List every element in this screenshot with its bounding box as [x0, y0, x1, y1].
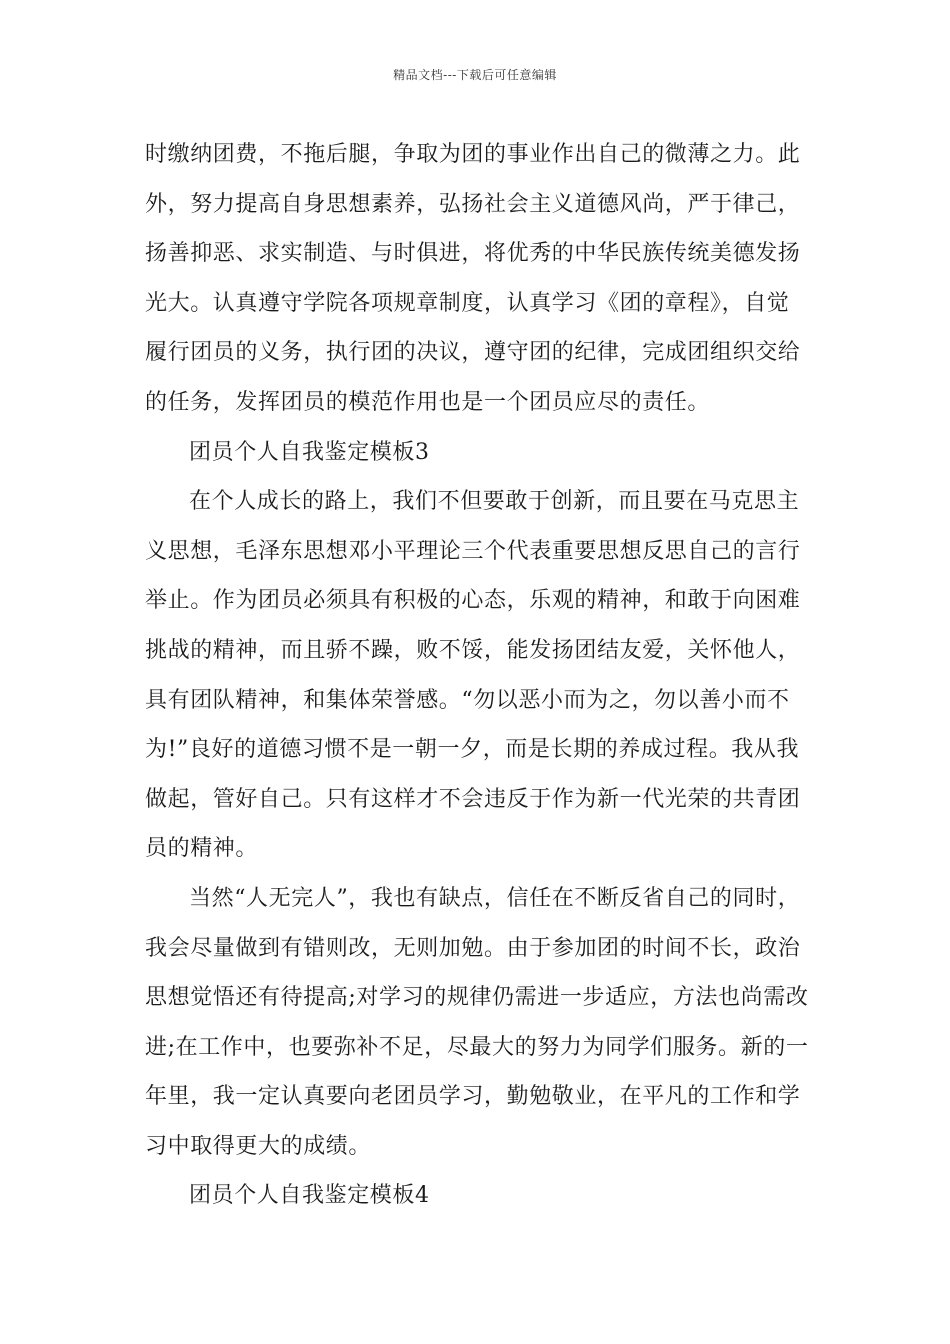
text-line: 做起，管好自己。只有这样才不会违反于作为新一代光荣的共青团: [145, 786, 801, 812]
text-line: 举止。作为团员必须具有积极的心态，乐观的精神，和敢于向困难: [145, 588, 801, 614]
text-line: 我会尽量做到有错则改，无则加勉。由于参加团的时间不长，政治: [145, 935, 801, 961]
text-line: 挑战的精神，而且骄不躁，败不馁，能发扬团结友爱，关怀他人，: [145, 637, 801, 663]
text-line: 的任务，发挥团员的模范作用也是一个团员应尽的责任。: [145, 389, 711, 415]
text-line: 外，努力提高自身思想素养，弘扬社会主义道德风尚，严于律己，: [145, 191, 801, 217]
section-heading: 团员个人自我鉴定模板4: [189, 1183, 430, 1209]
text-line: 义思想，毛泽东思想邓小平理论三个代表重要思想反思自己的言行: [145, 538, 801, 564]
text-line: 思想觉悟还有待提高;对学习的规律仍需进一步适应，方法也尚需改: [145, 985, 809, 1011]
text-line: 进;在工作中，也要弥补不足，尽最大的努力为同学们服务。新的一: [145, 1034, 809, 1060]
text-line: 扬善抑恶、求实制造、与时俱进，将优秀的中华民族传统美德发扬: [145, 241, 801, 267]
text-line: 员的精神。: [145, 836, 259, 862]
paragraph-first-line: 当然“人无完人”，我也有缺点，信任在不断反省自己的同时，: [189, 885, 801, 911]
text-line: 时缴纳团费，不拖后腿，争取为团的事业作出自己的微薄之力。此: [145, 142, 801, 167]
section-heading: 团员个人自我鉴定模板3: [189, 439, 430, 465]
text-line: 履行团员的义务，执行团的决议，遵守团的纪律，完成团组织交给: [145, 340, 801, 366]
text-line: 为!”良好的道德习惯不是一朝一夕，而是长期的养成过程。我从我: [145, 737, 800, 763]
page-header: 精品文档---下载后可任意编辑: [393, 68, 557, 82]
text-line: 习中取得更大的成绩。: [145, 1133, 372, 1159]
document-body: [145, 130, 810, 1221]
text-line: 年里，我一定认真要向老团员学习，勤勉敬业，在平凡的工作和学: [145, 1084, 801, 1110]
paragraph-first-line: 在个人成长的路上，我们不但要敢于创新，而且要在马克思主: [189, 489, 800, 515]
text-line: 具有团队精神，和集体荣誉感。“勿以恶小而为之，勿以善小而不: [145, 687, 790, 713]
text-line: 光大。认真遵守学院各项规章制度，认真学习《团的章程》，自觉: [145, 290, 790, 316]
